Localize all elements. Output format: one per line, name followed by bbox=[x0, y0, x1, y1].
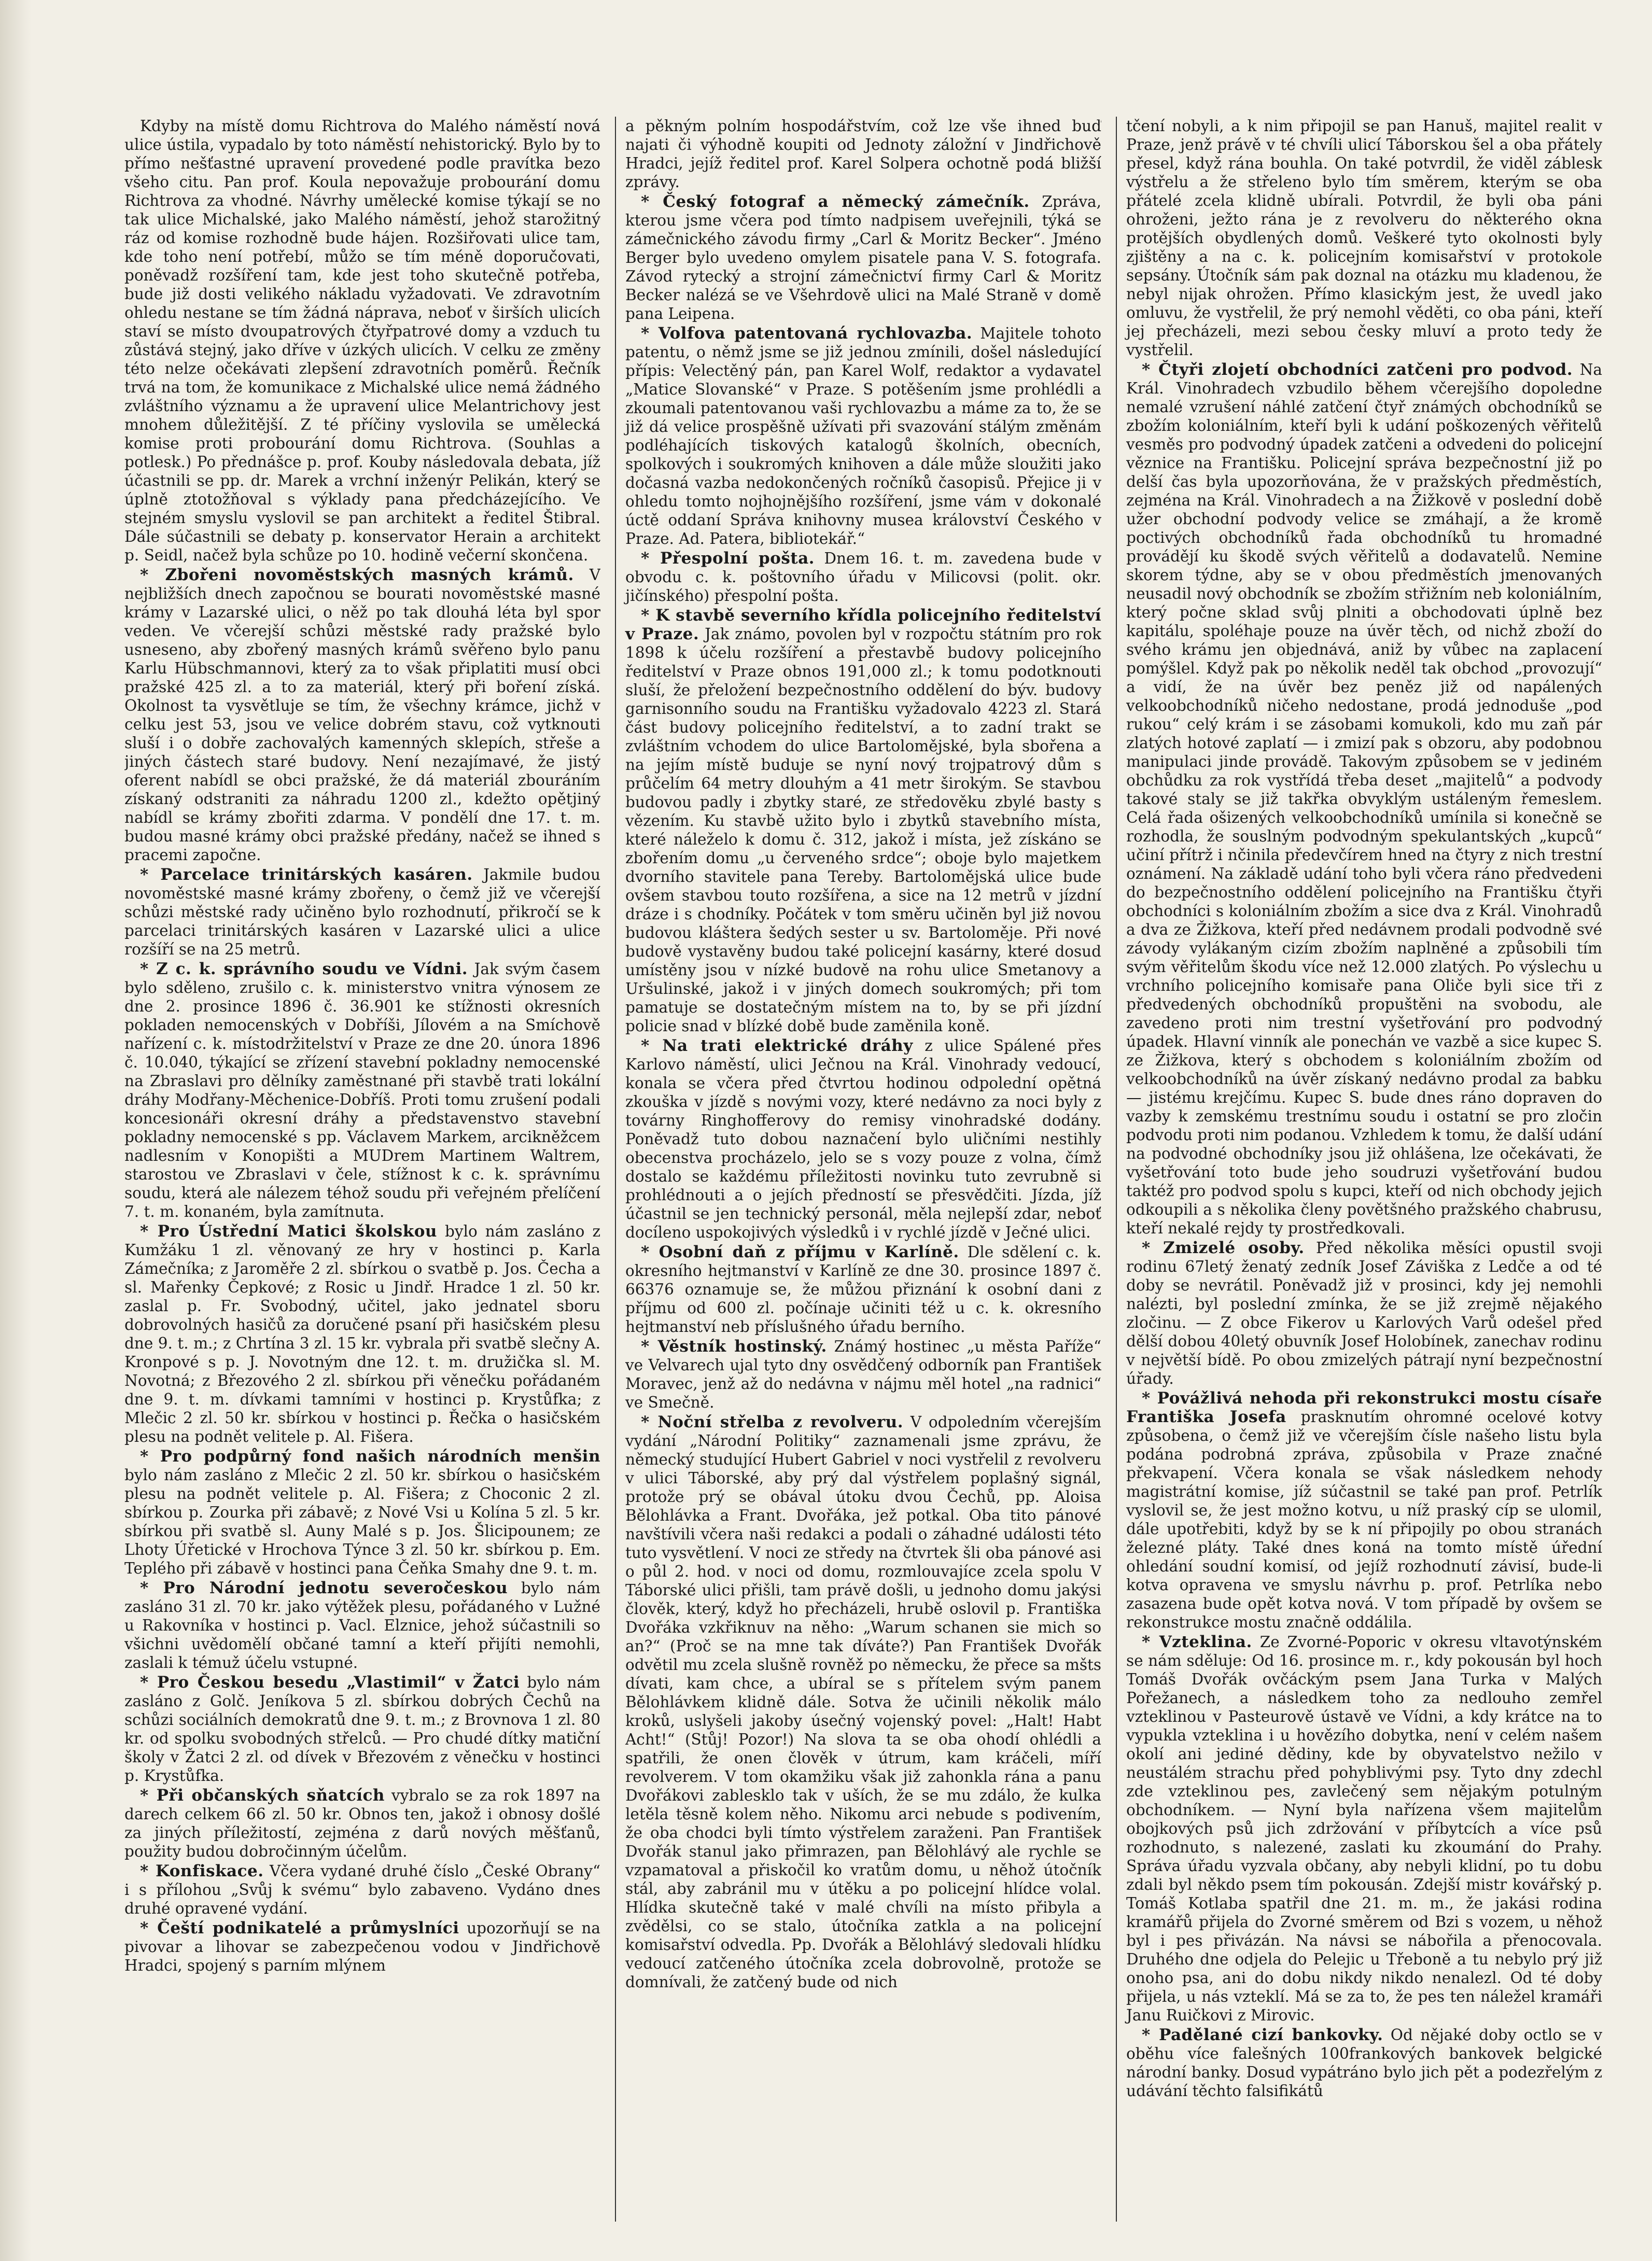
news-item-heading: * Na trati elektrické dráhy bbox=[641, 1036, 913, 1055]
news-item-body: Kdyby na místě domu Richtrova do Malého náměstí nová ulice ústila, vypadalo by toto náměstí nehistorický. Bylo by to přímo nešťastné upravení provedené podle pravítka bezo všeho citu. Pan prof. Koula nepovažuje probourání domu Richtrova za vhodné. Návrhy umělecké komise týkají se no tak ulice Michalské, jako Malého náměstí, jehož starožitný ráz od komise rozhodně bude hájen. Rozšiřovati ulice tam, kde toho není potřebí, můžo se tím méně doporučovati, poněvadž rozšíření tam, kde jest toho skutečně potřeba, bude již dosti velikého nákladu vyžadovati. Ve zdravotním ohledu nestane se tím žádná náprava, neboť v širších ulicích staví se místo dvoupatrových čtyřpatrové domy a vzduch tu zůstává stejný, jako dříve v úzkých ulicích. V celku ze změny této nelze očekávati zlepšení zdravotních poměrů. Řečník trvá na tom, že komunikace z Michalské ulice nemá žádného zvláštního významu a že upravení ulice Melantrichovy jest mnohem důležitější. Z té příčiny vyslovila se umělecká komise proti probourání domu Richtrova. (Souhlas a potlesk.) Po přednášce p. prof. Kouby následovala debata, jíž účastnili se pp. dr. Marek a vrchní inženýr Pelikán, který se úplně ztotožňoval s výklady pana předcházejícího. Ve stejném smyslu vyslovil se pan architekt a ředitel Štibral. Dále súčastnili se debaty p. konservator Herain a architekt p. Seidl, načež byla schůze po 10. hodině večerní skončena. bbox=[124, 117, 600, 564]
news-item bbox=[124, 960, 600, 1221]
news-item bbox=[124, 1222, 600, 1446]
news-item-body: bylo nám zasláno z Golč. Jeníkova 5 zl. sbírkou dobrých Čechů na schůzi sociálních demokratů dne 9. t. m.; z Brovnova 1 zl. 80 kr. od spolku svobodných střelců. — Pro chudé dítky matiční školy v Žatci 2 zl. od dívek v Březovém z věnečku v hostinci p. Krystůfka. bbox=[124, 1674, 600, 1785]
news-item-heading: * Povážlivá nehoda při rekonstrukci mostu císaře Františka Josefa bbox=[1126, 1389, 1602, 1426]
news-item-body: Od nějaké doby octlo se v oběhu více falešných 100frankových bankovek belgické národní banky. Dosud vypátráno bylo jich pět a podezřelým z udávání těchto falsifikátů bbox=[1126, 2026, 1602, 2100]
news-item bbox=[625, 192, 1101, 323]
news-item-body: V nejbližších dnech započnou se bourati novoměstské masné krámy v Lazarské ulici, o něž po tak dlouhá léta byl spor veden. Ve včerejší schůzi městské rady pražské bylo usneseno, aby zbořený masných krámů svěřeno bylo panu Karlu Hübschmannovi, který za to však připlatiti musí obci pražské 425 zl. a to za materiál, který při boření získá. Okolnost ta vysvětluje se tím, že všechny krámce, jichž v celku jest 53, jsou ve velice dobrém stavu, což vytknouti sluší i o dobře zachovalých kamenných sklepích, střeše a jiných částech staré budovy. Není nezajímavé, že jistý oferent nabídl se obci pražské, že dá materiál zbouráním získaný odstraniti za náhradu 1200 zl., kdežto opětjiný nabídl se krámy zbořiti zdarma. V pondělí dne 17. t. m. budou masné krámy obci pražské předány, načež se ihned s pracemi započne. bbox=[124, 566, 600, 864]
news-item-heading: * Volfova patentovaná rychlovazba. bbox=[641, 324, 973, 343]
news-item bbox=[625, 549, 1101, 605]
news-item bbox=[625, 606, 1101, 1035]
news-item-body: Majitele tohoto patentu, o němž jsme se již jednou zmínili, došel následující přípis: Velectěný pán, pan Karel Wolf, redaktor a vydavatel „Matice Slovanské“ v Praze. S potěšením jsme prohlédli a zkoumali patentovanou vaši rychlovazbu a máme za to, že se již dá velice prospěšně užívati při svazování stálým změnám podléhajících tiskových katalogů školních, obecních, spolkových i soukromých knihoven a dále může sloužiti jako dočasná vazba nedokončených ročníků časopisů. Přejice ji v ohledu tomto nojhojnějšího rozšíření, jsme vám v dokonalé úctě oddaní Správa knihovny musea království Českého v Praze. Ad. Patera, bibliotekář.“ bbox=[625, 325, 1101, 547]
news-item-heading: * Pro Ústřední Matici školskou bbox=[140, 1222, 437, 1241]
news-item-body: z ulice Spálené přes Karlovo náměstí, ulici Ječnou na Král. Vinohrady vedoucí, konala se včera před čtvrtou hodinou odpolední opětná zkouška v jízdě s novými vozy, které nedávno za noci byly z továrny Ringhofferovy do remisy vinohradské dodány. Poněvadž tuto dobou naznačení bylo uličními nestihly obecenstva procházelo, jelo se s vozy pouze z volna, čímž dostalo se každému příležitosti novinku tuto zevrubně si prohlédnouti a o jejích předností se přesvědčiti. Jízda, jíž účastnil se jen technický personál, měla nejlepší zdar, neboť docíleno uspokojivých výsledků i v rychlé jízdě v Ječné ulici. bbox=[625, 1037, 1101, 1241]
news-item-heading: * Parcelace trinitárských kasáren. bbox=[140, 865, 473, 884]
text-column-2 bbox=[615, 117, 1101, 2222]
news-item-heading: * Pro Českou besedu „Vlastimil“ v Žatci bbox=[140, 1673, 520, 1692]
news-item-heading: * Pro podpůrný fond našich národních menšin bbox=[140, 1447, 600, 1466]
news-item-body: tčení nobyli, a k nim připojil se pan Hanuš, majitel realit v Praze, jenž právě v té chvíli ulicí Táborskou šel a oba přátely přesel, když rána bouhla. On také potvrdil, že viděl záblesk výstřelu a že střeleno bylo tím směrem, kterým se oba přátelé zcela klidně ubírali. Potvrdil, že byli oba páni ohroženi, ježto rána je z revolveru do některého okna protějších obydlených domů. Veškeré tyto okolnosti byly zjištěny a na c. k. policejním komisařství v protokole sepsány. Útočník sám pak doznal na otázku mu kladenou, že nebyl nijak ohrožen. Přímo klasickým jest, že uvedl jako omluvu, že vystřelil, že prý nemohl věděti, co oba páni, kteří jej přecházeli, mezi sebou česky mluví a proto tedy že vystřelil. bbox=[1126, 117, 1602, 359]
news-item-body: bylo nám zasláno z Mlečic 2 zl. 50 kr. sbírkou o hasičském plesu na podnět velitele p. Al. Fišera; z Choconic 2 zl. sbírkou p. Zourka při zábavě; z Nové Vsi u Kolína 5 zl. 5 kr. sbírkou při svatbě sl. Auny Malé s p. Jos. Šlicipounem; ze Lhoty Úřetické v Hrochova Týnce 3 zl. 50 kr. sbírkou p. Em. Teplého při zábavě v hostinci pana Čeňka Smahy dne 9. t. m. bbox=[124, 1466, 600, 1577]
news-item bbox=[1126, 1633, 1602, 2025]
news-item-heading: * Čtyři zlojetí obchodníci zatčeni pro podvod. bbox=[1142, 360, 1573, 379]
text-column-3 bbox=[1116, 117, 1602, 2222]
news-item-body: Dle sdělení c. k. okresního hejtmanství v Karlíně ze dne 30. prosince 1897 č. 66376 oznamuje se, že můžou přiznání k osobní dani z příjmu od 600 zl. počínaje učiniti též u c. k. okresního hejtmanství neb příslušného úřadu berního. bbox=[625, 1243, 1101, 1336]
news-item bbox=[124, 865, 600, 959]
news-item-heading: * Zbořeni novoměstských masných krámů. bbox=[140, 566, 574, 584]
news-item-body: vybralo se za rok 1897 na darech celkem 66 zl. 50 kr. Obnos ten, jakož i obnosy došlé za jiných příležitostí, zejména z darů nových měšťanů, použity budou dobročinným účelům. bbox=[124, 1787, 600, 1860]
news-item-body: bylo nám zasláno z Kumžáku 1 zl. věnovaný ze hry v hostinci p. Karla Zámečníka; z Jaroměře 2 zl. sbírkou o svatbě p. Jos. Čecha a sl. Mařenky Čepkové; z Rosic u Jindř. Hradce 1 zl. 50 kr. zaslal p. Fr. Svobodný, učitel, jako jednatel sboru dobrovolných hasičů za doručené psaní při hasičském plesu dne 9. t. m.; z Chrtína 3 zl. 15 kr. vybrala při svatbě slečny A. Kronpové s p. J. Novotným dne 12. t. m. družička sl. M. Novotná; z Březového 2 zl. sbírkou při věnečku pořádaném dne 9. t. m. dívkami tamními v hostinci p. Krystůfka; z Mlečic 2 zl. 50 kr. sbírkou v hostinci p. Řečka o hasičském plesu na podnět velitele p. Al. Fišera. bbox=[124, 1223, 600, 1445]
news-item-heading: * Noční střelba z revolveru. bbox=[641, 1413, 904, 1431]
news-item bbox=[124, 1919, 600, 1975]
news-item-body: Ze Zvorné-Poporic v okresu vltavotýnském se nám sděluje: Od 16. prosince m. r., kdy pokousán byl hoch Tomáš Dvořák ovčáckým psem Jana Turka v Malých Pořežanech, a následkem toho za nedlouho zemřel vzteklinou v Pasteurově ústavě ve Vídni, a kdy krátce na to vypukla vzteklina i u hovězího dobytka, není v celém našem okolí ani jediné dědiny, kde by obyvatelstvo nežilo v neustálém strachu před pohyblivými psy. Tyto dny zdechl zde vzteklinou pes, zavlečený sem nějakým potulným obchodníkem. — Nyní byla nařízena všem majitelům obojkových psů jich zdržování v příbytcích a více psů rozhodnuto, s nalezené, zaslati ku zkoumání do Prahy. Správa úřadu vyzvala občany, aby nebyli klidní, po tu dobu zdali byl někdo psem tím pokousán. Zdejší mistr kovářský p. Tomáš Kotlaba spatřil dne 21. m. m., že jakási rodina kramářů přijela do Zvorné směrem od Bzi s vozem, u něhož byl i pes přivázán. Na návsi se nábořila a přenocovala. Druhého dne odjela do Pelejic u Třeboně a tu nebylo prý již onoho psa, ani do dobu nikdy nikdo nenalezl. Od té doby přijela, u nás vzteklí. Má se za to, že pes ten náležel kramáři Janu Ruičkovi z Mirovic. bbox=[1126, 1633, 1602, 2024]
news-item bbox=[1126, 360, 1602, 1238]
news-item bbox=[625, 1036, 1101, 1242]
news-item-body: a pěkným polním hospodářstvím, což lze vše ihned buď najati či výhodně koupiti od Jednoty záložní v Jindřichově Hradci, jejíž ředitel prof. Karel Solpera ochotně podá bližší zprávy. bbox=[625, 117, 1101, 191]
news-item bbox=[124, 1579, 600, 1672]
page-binding-shadow bbox=[0, 0, 31, 2261]
news-item-body: V odpoledním včerejším vydání „Národní Politiky“ zaznamenali jsme zprávu, že německý studující Hubert Gabriel v noci vystřelil z revolveru v ulici Táborské, aby prý dal výstřelem poplašný signál, protože prý se obával útoku dvou Čechů, pp. Aloisa Bělohlávka a Frant. Dvořáka, jež potkal. Oba tito pánové navštívili včera naši redakci a podali o záhadné události této tuto vysvětlení. V noci ze středy na čtvrtek šli oba pánové asi o půl 2. hod. v noci od domu, rozmlouvajíce zcela spolu V Táborské ulici přišli, tam právě došli, u jednoho domu jakýsi člověk, který, když ho přecházeli, hrubě oslovil p. Františka Dvořáka vzkřiknuv na něho: „Warum schanen sie mich so an?“ (Proč se na mne tak díváte?) Pan František Dvořák odvětil mu zcela slušně rovněž po německu, že přece sa mšts dívati, kam chce, a ubíral se s přítelem svým panem Bělohlávkem klidně dále. Sotva že učinili několik málo kroků, uslyšeli jakoby úsečný vojenský povel: „Halt! Habt Acht!“ (Stůj! Pozor!) Na slova ta se oba ohodí ohlédli a spatřili, že onen člověk v útrum, kam kráčeli, míří revolverem. V tom okamžiku však již zahonkla rána a panu Dvořákovi zablesklo tak v uších, že se mu zdálo, že kulka letěla těsně kolem něho. Nikomu arci nebude s podivením, že oba chodci byli tímto výstřelem zaraženi. Pan František Dvořák stanul jako přimrazen, pan Bělohlávý ale rychle se vzpamatoval a přiskočil ko vratům domu, u něhož útočník stál, aby zabránil mu v útěku a po policejní hlídce volal. Hlídka skutečně také v malé chvíli na místo přibyla a zvědělsi, co se stalo, útočníka zatkla a na policejní komisařství odvedla. Pp. Dvořák a Bělohlávý sledovali hlídku vedoucí zatčeného útočníka zcela dobrovolně, protože se domnívali, že zatčený bude od nich bbox=[625, 1413, 1101, 1991]
news-item-body: prasknutím ohromné ocelové kotvy způsobena, o čemž již ve včerejším čísle našeho listu byla podána podrobná zpráva, způsobila v Praze značné překvapení. Včera konala se však následkem nehody magistrátní komise, jíž súčastnil se také pan prof. Petrlík vyslovil se, že jest možno kotvu, u níž praský cíp se ulomil, dále upotřebiti, když by se k ní připojily po obou stranách železné pláty. Také dnes koná na tomto místě úřední ohledání soudní komisí, od jejíž rozhodnutí závisí, bude-li kotva opravena ve smyslu návrhu p. prof. Petrlíka nebo zasazena bude opět kotva nová. V tom případě by ovšem se rekonstrukce mostu značně oddálila. bbox=[1126, 1408, 1602, 1631]
news-item-body: Zpráva, kterou jsme včera pod tímto nadpisem uveřejnili, týká se zámečnického závodu firmy „Carl & Moritz Becker“. Jméno Berger bylo uvedeno omylem pisatele pana V. S. fotografa. Závod rytecký a strojní zámečnictví firmy Carl & Moritz Becker nalézá se ve Všehrdově ulici na Malé Straně v domě pana Leipena. bbox=[625, 193, 1101, 322]
news-item-heading: * Pro Národní jednotu severočeskou bbox=[140, 1579, 508, 1597]
news-item bbox=[124, 1862, 600, 1918]
news-item-body: Na Král. Vinohradech vzbudilo během včerejšího dopoledne nemalé vzrušení náhlé zatčení čtyř známých obchodníků se zbožím koloniálním, kteří byli k udání poškozených věřitelů vesměs pro podvodný úpadek zatčeni a odvedeni do policejní věznice na Františku. Policejní správa bezpečnostní již po delší čas byla upozorňována, že v pražských předměstích, zejména na Král. Vinohradech a na Žižkově v poslední době užer obchodní podvody velice se zmáhají, a že kromě poctivých obchodníků řada obchodníků tu hromadné provádějí ku škodě svých věřitelů a dodavatelů. Nemine skorem týdne, aby se v obou předměstích jmenovaných neusadil nový obchodník se zbožím střižním neb koloniálním, který počne sklad svůj plniti a obchodovati úplně bez kapitálu, spoléhaje pouze na úvěr těch, od nichž zboží do svého krámu jen objednává, aniž by vůbec na zaplacení pomýšlel. Když pak po několik neděl tak obchod „provozují“ a vidí, že na úvěr bez peněz již od napálených velkoobchodníků ničeho nedostane, prodá jednoduše „pod rukou“ celý krám i se zásobami komukoli, kdo mu zaň pár zlatých hotové zaplatí — i zmizí pak s obzoru, aby podobnou manipulaci jinde provádě. Takovým způsobem se v jediném obchůdku za rok vystřídá třeba deset „majitelů“ a podvody takové staly se již takřka obvyklým ustáleným řemeslem. Celá řada ošizených velkoobchodníků umínila si konečně se rozhodla, že souslným podvodným spekulantských „kupců“ učiní přítrž i nčinila předevčírem hned na čtyry z nich trestní oznámení. Na základě udání toho byli včera ráno předvedeni do bezpečnostního oddělení policejního na Františku čtyři obchodníci s koloniálním zbožím a sice dva z Král. Vinohradů a dva ze Žižkova, kteří před nedávnem prodali podvodně své závody vylákaným cizím zbožím naplněné a způsobili tím svým věřitelům škodu více než 12.000 zlatých. Po výslechu u vrchního policejního komisaře pana Oliče byli sice tři z předvedených obchodníků propuštěni na svobodu, ale zavedeno proti nim trestní vyšetřování pro podvodný úpadek. Hlavní vinník ale ponechán ve vazbě a sice kupec S. ze Žižkova, který s obchodem s koloniálním zbožím od velkoobchodníků na úvěr získaný nedávno prodal za babku — jistému krejčímu. Kupec S. bude dnes ráno dopraven do vazby k zemskému trestnímu soudu i ostatní se pro zločin podvodu proti nim podanou. Vzhledem k tomu, že další udání na podvodné obchodníky jsou již ohlášena, lze očekávati, že vyšetřování toto bude jeho soudruzi vyšetřování budou taktéž pro podvod spolu s kupci, kteří od nich obchody jejich odkoupili a s několika členy povětšného pražského chabrusu, kteří nekalé rejdy ty prostředkovali. bbox=[1126, 361, 1602, 1237]
newspaper-page bbox=[124, 117, 1602, 2222]
text-column-1 bbox=[124, 117, 600, 2222]
news-item bbox=[625, 1337, 1101, 1412]
news-item-heading: * Přespolní pošta. bbox=[641, 549, 815, 568]
news-item-heading: * Z c. k. správního soudu ve Vídni. bbox=[140, 960, 468, 978]
news-item-heading: * Čeští podnikatelé a průmyslníci bbox=[140, 1919, 459, 1937]
news-item bbox=[1126, 2026, 1602, 2100]
news-item bbox=[625, 1413, 1101, 1991]
news-item bbox=[625, 324, 1101, 548]
news-item-body: Jakmile budou novoměstské masné krámy zbořeny, o čemž již ve včerejší schůzi městské rady učiněno bylo rozhodnutí, přikročí se k parcelaci trinitárských kasáren v Lazarské ulici a ulice rozšíří se na 25 metrů. bbox=[124, 866, 600, 958]
news-item bbox=[1126, 1239, 1602, 1388]
news-item bbox=[124, 566, 600, 864]
news-item-body: Jak známo, povolen byl v rozpočtu státním pro rok 1898 k účelu rozšíření a přestavbě budovy policejního ředitelství v Praze obnos 191,000 zl.; k tomu podotknouti sluší, že přeložení bezpečnostního oddělení do býv. budovy garnisonního soudu na Františku vyžadovalo 4223 zl. Stará část budovy policejního ředitelství, a to zadní trakt se zvláštním vchodem do ulice Bartolomějské, byla sbořena a na jejím místě buduje se nyní nový trojpatrový dům s průčelím 64 metry dlouhým a 41 metr širokým. Se stavbou budovou padly i zbytky staré, ze středověku zbylé basty s vězením. Ku stavbě užito bylo i zbytků stavebního místa, které náleželo k domu č. 312, jakož i místa, jež získáno se zbořením domu „u červeného srdce“; oboje bylo majetkem dvorního stavitele pana Tereby. Bartolomějská ulice bude ovšem stavbou touto rozšířena, a sice na 12 metrů v jízdní dráze i s chodníky. Počátek v tom směru učiněn byl již novou budovou kláštera šedých sester u sv. Bartoloměje. Při nové budově vystavěny budou také policejní kasárny, které dosud umístěny jsou v nízké budově na rohu ulice Smetanovy a Uršulinské, jakož i v jiných domech soukromých; při tom pamatuje se dostatečným místem na to, by se při jízdní policie snad v blízké době bude zaměnila koně. bbox=[625, 625, 1101, 1035]
news-item-heading: * Osobní daň z příjmu v Karlíně. bbox=[641, 1243, 959, 1261]
news-item-body: Dnem 16. t. m. zavedena bude v obvodu c. k. poštovního úřadu v Milicovsi (polit. okr. jičínského) přespolní pošta. bbox=[625, 550, 1101, 605]
news-item-body: upozorňují se na pivovar a lihovar se zabezpečenou vodou v Jindřichově Hradci, spojený s parním mlýnem bbox=[124, 1919, 600, 1974]
news-item bbox=[124, 1447, 600, 1578]
news-item-body: Jak svým časem bylo sděleno, zrušilo c. k. ministerstvo vnitra výnosem ze dne 2. prosince 1896 č. 36.901 ke stížnosti okresních pokladen nemocenských v Dobříši, Jílovém a na Smíchově nařízení c. k. místodržitelství v Praze ze dne 20. února 1896 č. 10.040, týkající se zřízení stavební pokladny nemocenské na Zbraslavi pro dělníky zaměstnané při stavbě trati lokální dráhy Modřany-Měchenice-Dobříš. Proti tomu zrušení podali koncesionáři okresní dráhy a představenstvo stavební pokladny nemocenské s pp. Václavem Markem, arcikněžcem nadlesním v Konopišti a MUDrem Martinem Waltrem, starostou ve Zbraslavi v čele, stížnost k c. k. správnímu soudu, která ale nálezem téhož soudu při veřejném přelíčení 7. t. m. konaném, byla zamítnuta. bbox=[124, 960, 600, 1220]
news-item-body: Před několika měsíci opustil svoji rodinu 67letý ženatý zedník Josef Záviška z Ledče a od té doby se nevrátil. Poněvadž již v prosinci, kdy jej nemohli nalézti, byl poslední zmínka, že se již zrejmě nějakého zločinu. — Z obce Fikerov u Karlových Varů odešel před dělší dobou 40letý obuvník Josef Holobínek, zanechav rodinu v největší bídě. Po obou zmizelých pátrají nyní bezpečnostní úřady. bbox=[1126, 1239, 1602, 1387]
news-paragraph bbox=[625, 117, 1101, 191]
news-paragraph bbox=[124, 117, 600, 565]
news-item-body: Známý hostinec „u města Paříže“ ve Velvarech ujal tyto dny osvědčený odborník pan František Moravec, jenž až do nedávna v nájmu měl hotel „na radnici“ ve Smečně. bbox=[625, 1338, 1101, 1411]
news-item bbox=[625, 1243, 1101, 1336]
news-item-body: bylo nám zasláno 31 zl. 70 kr. jako výtěžek plesu, pořádaného v Lužné u Rakovníka v hostinci p. Vacl. Elznice, jehož súčastnili so všichni uvědomělí občané tamní a kteří přijíti nemohli, zaslali k témuž účelu vstupné. bbox=[124, 1579, 600, 1672]
news-item bbox=[124, 1786, 600, 1861]
news-item-body: Včera vydané druhé číslo „České Obrany“ i s přílohou „Svůj k svému“ bylo zabaveno. Vydáno dnes druhé opravené vydání. bbox=[124, 1862, 600, 1917]
news-item-heading: * Věstník hostinský. bbox=[641, 1337, 827, 1356]
news-item-heading: * Při občanských sňatcích bbox=[140, 1786, 385, 1805]
news-item bbox=[1126, 1389, 1602, 1632]
news-item bbox=[124, 1673, 600, 1785]
news-item-heading: * Padělané cizí bankovky. bbox=[1142, 2026, 1383, 2044]
news-item-heading: * Konfiskace. bbox=[140, 1862, 264, 1880]
news-item-heading: * Zmizelé osoby. bbox=[1142, 1239, 1305, 1257]
news-paragraph bbox=[1126, 117, 1602, 359]
news-item-heading: * Vzteklina. bbox=[1142, 1633, 1252, 1651]
news-item-heading: * Český fotograf a německý zámečník. bbox=[641, 192, 1030, 211]
news-item-heading: * K stavbě severního křídla policejního ředitelství v Praze. bbox=[625, 606, 1101, 643]
